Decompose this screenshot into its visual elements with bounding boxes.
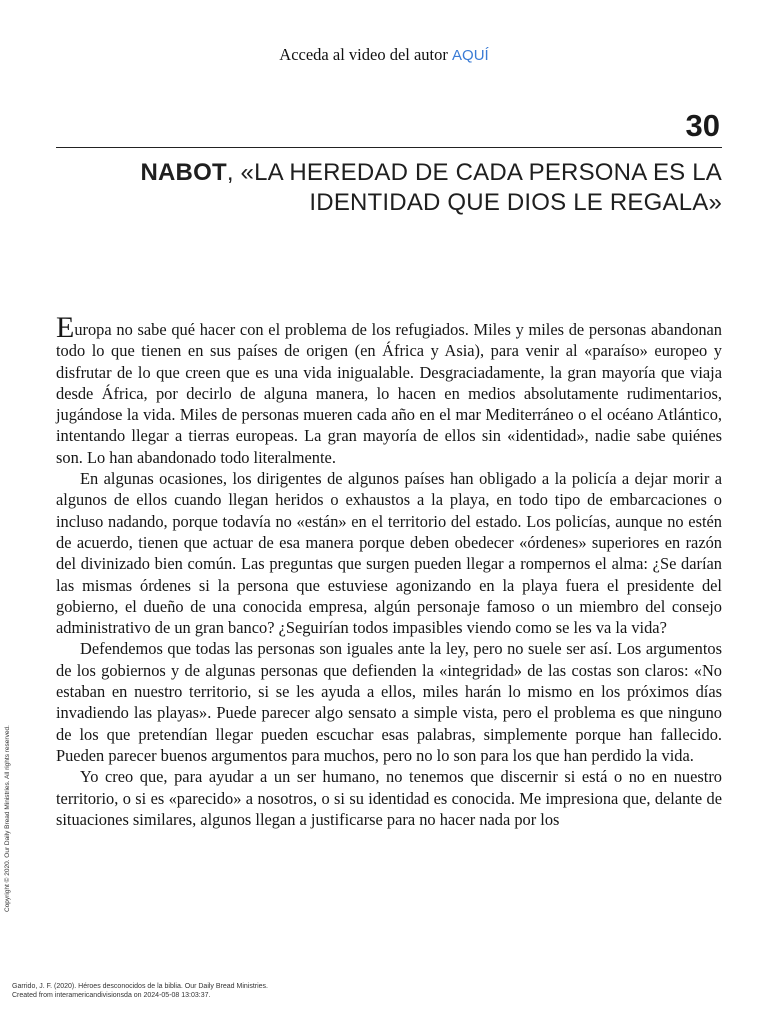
- chapter-title-line-1: [100, 158, 722, 188]
- footer-citation: Garrido, J. F. (2020). Héroes desconocidos de la biblia. Our Daily Bread Ministries.: [12, 983, 268, 990]
- chapter-title-name: NABOT: [140, 159, 227, 186]
- paragraph-2: En algunas ocasiones, los dirigentes de algunos países han obligado a la policía a dejar morir a algunos de ellos cuando llegan heridos o exhaustos a la playa, en todo tipo de embarcaciones o incluso nadando, porque todavía no «están» en el territorio del estado. Los policías, aunque no estén de acuerdo, tienen que actuar de esa manera porque deben obedecer «órdenes» superiores en razón del divinizado bien común. Las preguntas que surgen pueden llegar a rompernos el alma: ¿Se darían las mismas órdenes si la persona que estuviese agonizando en la playa fuera el presidente del gobierno, el dueño de una conocida empresa, algún personaje famoso o un miembro del consejo administrativo de un gran banco? ¿Seguirían todos impasibles viendo como se les va la vida?: [56, 469, 722, 638]
- drop-cap: E: [56, 311, 75, 344]
- chapter-title: [100, 158, 722, 218]
- paragraph-4: Yo creo que, para ayudar a un ser humano, no tenemos que discernir si está o no en nuestro territorio, o si es «parecido» a nosotros, o si su identidad es conocida. Me impresiona que, delante de situaciones similares, algunos llegan a justificarse para no hacer nada por los: [56, 767, 722, 829]
- body-text: [56, 311, 722, 830]
- chapter-title-rest: , «LA HEREDAD DE CADA PERSONA ES LA: [226, 159, 722, 186]
- footer: [12, 983, 268, 1000]
- paragraph-1: [56, 311, 722, 468]
- video-link[interactable]: AQUÍ: [452, 47, 489, 64]
- paragraph-1-text: uropa no sabe qué hacer con el problema de los refugiados. Miles y miles de personas abandonan todo lo que tienen en sus países de origen (en África y Asia), para venir al «paraíso» europeo y disfrutar de lo que creen que es una vida inigualable. Desgraciadamente, la gran mayoría que viaja desde África, por decirlo de alguna manera, lo hacen en medios absolutamente rudimentarios, jugándose la vida. Miles de personas mueren cada año en el mar Mediterráneo o el océano Atlántico, intentando llegar a tierras europeas. La gran mayoría de ellos sin «identidad», nadie sabe quiénes son. Lo han abandonado todo literalmente.: [56, 320, 722, 467]
- chapter-number: 30: [685, 108, 720, 143]
- chapter-title-line-2: IDENTIDAD QUE DIOS LE REGALA»: [309, 189, 722, 216]
- footer-created: Created from interamericandivisionsda on 2024-05-08 13:03:37.: [12, 991, 211, 999]
- video-link-text: Acceda al video del autor: [279, 45, 448, 64]
- side-copyright: Copyright © 2020. Our Daily Bread Ministries. All rights reserved.: [4, 725, 11, 912]
- chapter-divider: [56, 147, 722, 148]
- paragraph-3: Defendemos que todas las personas son iguales ante la ley, pero no suele ser así. Los argumentos de los gobiernos y de algunas personas que defienden la «integridad» de las costas son claros: «No estaban en nuestro territorio, si se les ayuda a ellos, miles harán lo mismo en los próximos días invadiendo las playas». Puede parecer algo sensato a simple vista, pero el problema es que ninguno de los que pretendían llegar pueden escuchar esas palabras, simplemente porque han fallecido. Pueden parecer buenos argumentos para muchos, pero no lo son para los que han perdido la vida.: [56, 639, 722, 765]
- video-link-line: [0, 45, 768, 66]
